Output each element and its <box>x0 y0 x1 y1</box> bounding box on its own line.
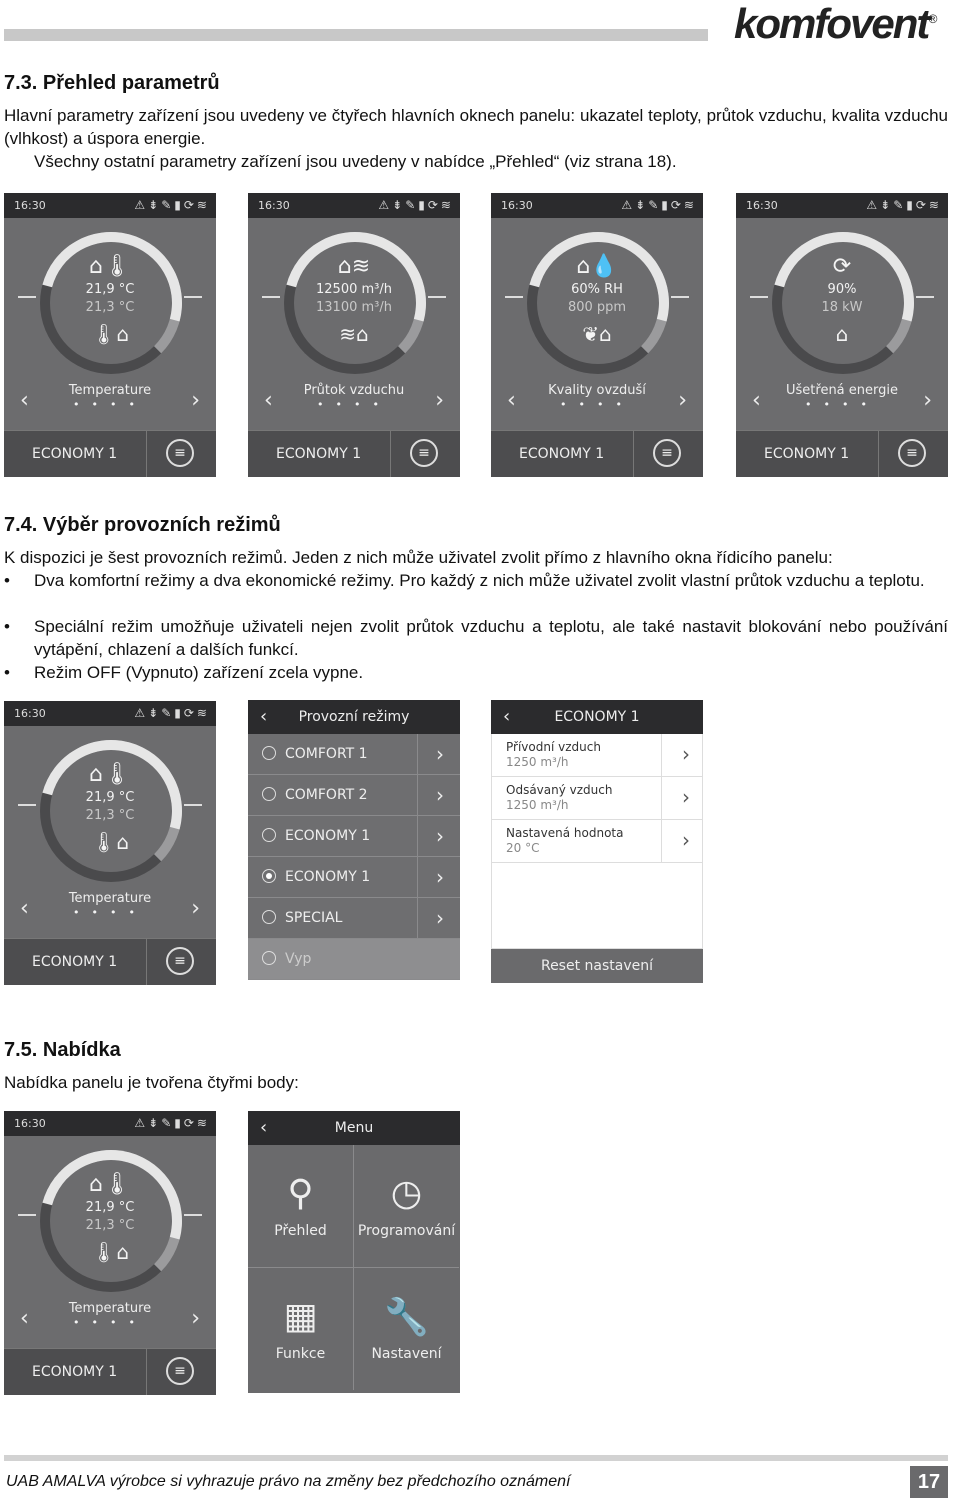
status-icons: ⚠⇟✎▮⟳≋ <box>621 198 697 212</box>
primary-value: 12500 m³/h <box>316 282 392 297</box>
secondary-value: 21,3 °C <box>85 808 135 823</box>
bullet-item: • Dva komfortní režimy a dva ekonomické režimy. Pro každý z nich může uživatel zvolit vlastní průtok vzduchu a teplotu. <box>4 571 925 590</box>
economy-item[interactable]: Nastavená hodnota 20 °C › <box>492 820 702 863</box>
indicator-icon: ⌂🌡 <box>89 762 131 787</box>
back-chevron-icon[interactable]: ‹ <box>260 706 268 727</box>
mode-button[interactable]: ECONOMY 1 <box>519 446 605 462</box>
indicator-icon: ⌂ <box>835 322 849 346</box>
page-number: 17 <box>910 1466 948 1498</box>
footer-text: UAB AMALVA výrobce si vyhrazuje právo na změny bez předchozího oznámení <box>6 1473 571 1490</box>
mode-option[interactable] <box>248 898 460 939</box>
menu-icon[interactable]: ≡ <box>166 1357 194 1385</box>
chevron-left-icon[interactable]: ‹ <box>20 1306 29 1331</box>
radio-icon[interactable] <box>262 869 276 883</box>
modes-panel-title: Provozní režimy <box>298 709 410 725</box>
menu-panel-title: Menu <box>334 1120 374 1136</box>
mode-option[interactable] <box>248 775 460 816</box>
economy-panel-title: ECONOMY 1 <box>554 709 640 725</box>
menu-icon[interactable]: ≡ <box>898 439 926 467</box>
secondary-value: 800 ppm <box>567 300 627 315</box>
bullet-item: • Speciální režim umožňuje uživateli nejen zvolit průtok vzduchu a teplotu, ale také nastavit blokování nebo používání vytápění, chlazení a dalších funkcí. <box>4 617 948 659</box>
section-75-intro: Nabídka panelu je tvořena čtyřmi body: <box>4 1073 299 1092</box>
menu-item-prehled[interactable]: ⚲ Přehled <box>248 1145 354 1268</box>
mode-option-label: Vyp <box>285 951 312 967</box>
screen-label: Temperature <box>68 891 152 906</box>
radio-icon[interactable] <box>262 746 276 760</box>
menu-item-programovani[interactable]: ◷ Programování <box>354 1145 459 1268</box>
indicator-icon: ⌂≋ <box>337 254 371 279</box>
indicator-icon: 🌡⌂ <box>90 322 130 346</box>
chevron-right-icon[interactable]: › <box>436 865 444 889</box>
page-dots: •••• <box>560 398 634 411</box>
clock-check-icon: ◷ <box>390 1173 423 1214</box>
clock-time: 16:30 <box>746 199 778 212</box>
primary-value: 21,9 °C <box>85 282 135 297</box>
mode-button[interactable]: ECONOMY 1 <box>32 954 118 970</box>
chevron-right-icon[interactable]: › <box>436 906 444 930</box>
chevron-right-icon: › <box>682 785 690 809</box>
chevron-right-icon[interactable]: › <box>436 824 444 848</box>
brand-logo: komfovent® <box>734 0 938 47</box>
device-screen <box>4 701 216 985</box>
modes-panel <box>248 700 460 980</box>
indicator-icon: 🌡⌂ <box>90 1240 130 1264</box>
mode-option-label: ECONOMY 1 <box>285 869 371 885</box>
back-chevron-icon[interactable]: ‹ <box>260 1117 268 1138</box>
section-74-title: 7.4. Výběr provozních režimů <box>4 514 281 536</box>
indicator-icon: ⌂🌡 <box>89 254 131 279</box>
section-73-para2: Všechny ostatní parametry zařízení jsou uvedeny v nabídce „Přehled“ (viz strana 18). <box>34 152 677 171</box>
screen-label: Průtok vzduchu <box>303 383 405 398</box>
section-73-title: 7.3. Přehled parametrů <box>4 72 220 94</box>
chevron-right-icon[interactable]: › <box>436 783 444 807</box>
clock-time: 16:30 <box>14 707 46 720</box>
footer-line <box>4 1455 948 1461</box>
clock-time: 16:30 <box>14 1117 46 1130</box>
header-bar <box>4 29 708 41</box>
menu-icon[interactable]: ≡ <box>166 947 194 975</box>
indicator-icon: 🌡⌂ <box>90 830 130 854</box>
economy-item[interactable]: Přívodní vzduch 1250 m³/h › <box>492 734 702 777</box>
device-screen <box>736 193 948 477</box>
menu-icon[interactable]: ≡ <box>410 439 438 467</box>
mode-option-label: ECONOMY 1 <box>285 828 371 844</box>
secondary-value: 13100 m³/h <box>316 300 392 315</box>
section-75-title: 7.5. Nabídka <box>4 1039 121 1061</box>
mode-button[interactable]: ECONOMY 1 <box>32 1364 118 1380</box>
back-chevron-icon[interactable]: ‹ <box>503 706 511 727</box>
page-dots: •••• <box>73 398 147 411</box>
chevron-left-icon[interactable]: ‹ <box>507 388 516 413</box>
mode-option[interactable] <box>248 734 460 775</box>
status-bar <box>4 701 216 726</box>
indicator-icon: ≋⌂ <box>339 322 369 346</box>
device-screen <box>4 193 216 477</box>
indicator-icon: ❦⌂ <box>582 322 612 346</box>
calendar-icon: ▦ <box>283 1296 318 1337</box>
menu-panel <box>248 1111 460 1393</box>
section-74-intro: K dispozici je šest provozních režimů. Jeden z nich může uživatel zvolit přímo z hlavního okna řídicího panelu: <box>4 548 833 567</box>
status-bar <box>4 1111 216 1136</box>
chevron-right-icon[interactable]: › <box>923 388 932 413</box>
primary-value: 60% RH <box>571 282 623 297</box>
status-bar <box>491 193 703 218</box>
mode-button[interactable]: ECONOMY 1 <box>764 446 850 462</box>
radio-icon[interactable] <box>262 787 276 801</box>
mode-option[interactable] <box>248 857 460 898</box>
menu-icon[interactable]: ≡ <box>653 439 681 467</box>
reset-button[interactable]: Reset nastavení <box>491 949 703 983</box>
mode-button[interactable]: ECONOMY 1 <box>32 446 118 462</box>
radio-icon[interactable] <box>262 910 276 924</box>
status-icons: ⚠⇟✎▮⟳≋ <box>134 706 210 720</box>
chevron-right-icon[interactable]: › <box>436 742 444 766</box>
chevron-left-icon[interactable]: ‹ <box>20 388 29 413</box>
device-screen <box>248 193 460 477</box>
menu-item-funkce[interactable]: ▦ Funkce <box>248 1268 354 1390</box>
screen-label: Kvality ovzduší <box>548 383 646 398</box>
chevron-right-icon: › <box>682 828 690 852</box>
mode-option[interactable] <box>248 939 460 980</box>
menu-icon[interactable]: ≡ <box>166 439 194 467</box>
secondary-value: 21,3 °C <box>85 300 135 315</box>
secondary-value: 21,3 °C <box>85 1218 135 1233</box>
indicator-icon: ⌂💧 <box>576 254 618 279</box>
primary-value: 21,9 °C <box>85 790 135 805</box>
clock-time: 16:30 <box>258 199 290 212</box>
primary-value: 21,9 °C <box>85 1200 135 1215</box>
status-bar <box>736 193 948 218</box>
economy-panel <box>491 700 703 983</box>
chevron-left-icon[interactable]: ‹ <box>20 896 29 921</box>
page-dots: •••• <box>317 398 391 411</box>
economy-item[interactable]: Odsávaný vzduch 1250 m³/h › <box>492 777 702 820</box>
device-screen <box>4 1111 216 1395</box>
mode-button[interactable]: ECONOMY 1 <box>276 446 362 462</box>
magnifier-bell-icon: ⚲ <box>287 1173 314 1214</box>
mode-option-label: COMFORT 1 <box>285 746 368 762</box>
chevron-left-icon[interactable]: ‹ <box>264 388 273 413</box>
mode-option-label: SPECIAL <box>285 910 343 926</box>
page-dots: •••• <box>73 906 147 919</box>
radio-icon[interactable] <box>262 951 276 965</box>
status-icons: ⚠⇟✎▮⟳≋ <box>378 198 454 212</box>
status-bar <box>4 193 216 218</box>
chevron-right-icon[interactable]: › <box>435 388 444 413</box>
chevron-left-icon[interactable]: ‹ <box>752 388 761 413</box>
indicator-icon: ⟳ <box>832 254 852 279</box>
chevron-right-icon: › <box>682 742 690 766</box>
chevron-right-icon[interactable]: › <box>191 1306 200 1331</box>
status-icons: ⚠⇟✎▮⟳≋ <box>134 198 210 212</box>
status-bar <box>248 193 460 218</box>
screen-label: Temperature <box>68 383 152 398</box>
chevron-right-icon[interactable]: › <box>191 896 200 921</box>
indicator-icon: ⌂🌡 <box>89 1172 131 1197</box>
mode-option-label: COMFORT 2 <box>285 787 368 803</box>
secondary-value: 18 kW <box>821 300 863 315</box>
wrench-icon: 🔧 <box>384 1297 429 1338</box>
primary-value: 90% <box>827 282 857 297</box>
clock-time: 16:30 <box>14 199 46 212</box>
status-icons: ⚠⇟✎▮⟳≋ <box>866 198 942 212</box>
radio-icon[interactable] <box>262 828 276 842</box>
page-dots: •••• <box>73 1316 147 1329</box>
mode-option[interactable] <box>248 816 460 857</box>
chevron-right-icon[interactable]: › <box>678 388 687 413</box>
menu-item-nastaveni[interactable]: 🔧 Nastavení <box>354 1268 459 1390</box>
status-icons: ⚠⇟✎▮⟳≋ <box>134 1116 210 1130</box>
section-73-para1: Hlavní parametry zařízení jsou uvedeny ve čtyřech hlavních oknech panelu: ukazatel teploty, průtok vzduchu, kvalita vzduchu (vlhkost) a úspora energie. <box>4 106 948 148</box>
bullet-item: • Režim OFF (Vypnuto) zařízení zcela vypne. <box>4 663 364 682</box>
screen-label: Ušetřená energie <box>786 383 898 398</box>
chevron-right-icon[interactable]: › <box>191 388 200 413</box>
screen-label: Temperature <box>68 1301 152 1316</box>
device-screen <box>491 193 703 477</box>
page-dots: •••• <box>805 398 879 411</box>
clock-time: 16:30 <box>501 199 533 212</box>
